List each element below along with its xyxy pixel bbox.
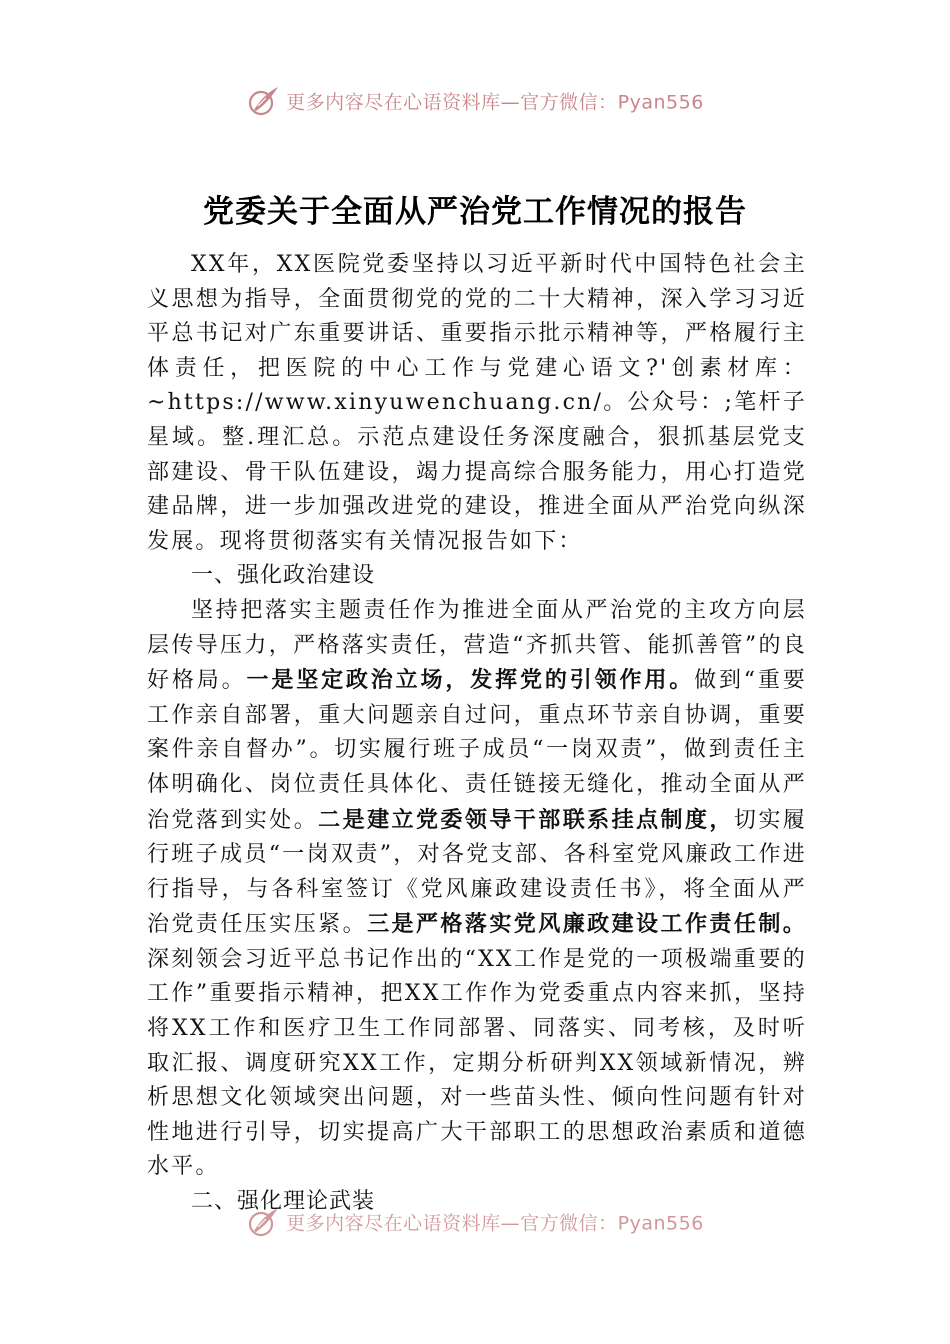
point-1-bold: 一是坚定政治立场，发挥党的引领作用。 xyxy=(246,667,695,694)
quill-logo-icon xyxy=(246,1205,280,1239)
watermark-header xyxy=(0,84,950,118)
section-heading-1: 一、强化政治建设 xyxy=(191,563,376,589)
point-2-text: 切实履行班子成员“一岗双责”，对各党支部、各科室党风廉政工作进行指导，与各科室签订《党风廉政建设责任书》，将全面从严治党责任压实压紧。 xyxy=(147,807,807,938)
point-2-bold: 二是建立党委领导干部联系挂点制度， xyxy=(318,806,734,833)
document-title: 党委关于全面从严治党工作情况的报告 xyxy=(203,194,747,230)
watermark-text: 更多内容尽在心语资料库—官方微信：Pyan556 xyxy=(286,1212,704,1235)
section-1-text-start: 坚持把落实主题责任作为推进全面从严治党的主攻方向层层传导压力，严格落实责任，营造“齐抓共管、能抓善管”的良好格局。 xyxy=(147,597,807,694)
watermark-text: 更多内容尽在心语资料库—官方微信：Pyan556 xyxy=(286,91,704,114)
point-3-bold: 三是严格落实党风廉政建设工作责任制。 xyxy=(367,911,807,938)
point-1-text: 做到“重要工作亲自部署，重大问题亲自过问，重点环节亲自协调，重要案件亲自督办”。切实履行班子成员“一岗双责”，做到责任主体明确化、岗位责任具体化、责任链接无缝化，推动全面从严治党落到实处。 xyxy=(147,668,807,833)
quill-logo-icon xyxy=(246,84,280,118)
document-body xyxy=(147,248,807,1220)
section-heading-2: 二、强化理论武装 xyxy=(191,1189,376,1215)
section-1-paragraph xyxy=(147,594,807,1185)
watermark-footer xyxy=(0,1205,950,1239)
intro-paragraph: XX年，XX医院党委坚持以习近平新时代中国特色社会主义思想为指导，全面贯彻党的党的二十大精神，深入学习习近平总书记对广东重要讲话、重要指示批示精神等，严格履行主体责任，把医院的中心工作与党建心语文?'创素材库：~https://www.xinyuwenchuang.cn/。公众号：;笔杆子星域。整.理汇总。示范点建设任务深度融合，狠抓基层党支部建设、骨干队伍建设，竭力提高综合服务能力，用心打造党建品牌，进一步加强改进党的建设，推进全面从严治党向纵深发展。现将贯彻落实有关情况报告如下： xyxy=(147,252,807,554)
point-3-text: 深刻领会习近平总书记作出的“XX工作是党的一项极端重要的工作”重要指示精神，把XX工作作为党委重点内容来抓，坚持将XX工作和医疗卫生工作同部署、同落实、同考核，及时听取汇报、调度研究XX工作，定期分析研判XX领域新情况，辨析思想文化领域突出问题，对一些苗头性、倾向性问题有针对性地进行引导，切实提高广大干部职工的思想政治素质和道德水平。 xyxy=(147,946,807,1180)
